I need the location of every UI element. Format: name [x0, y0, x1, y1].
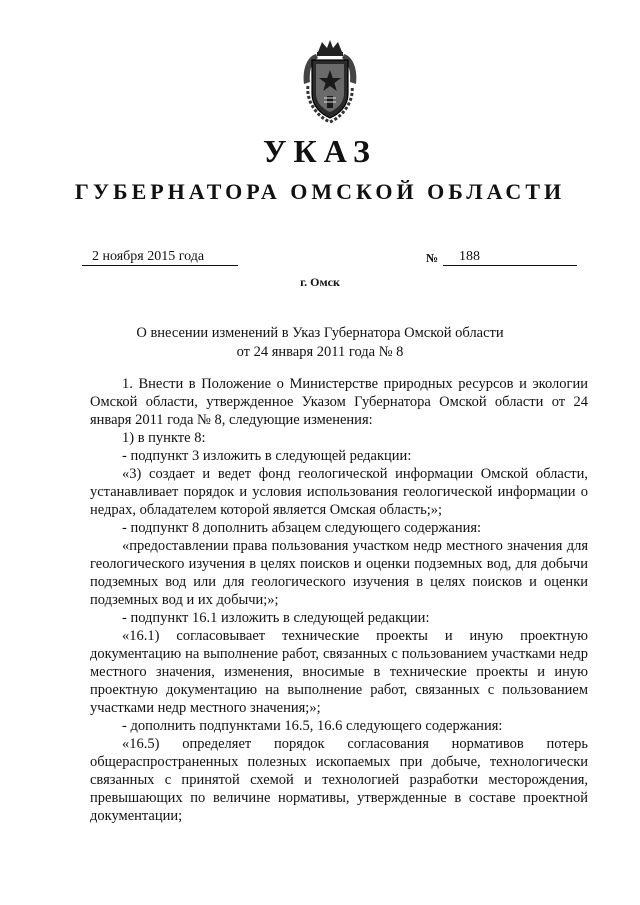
body-paragraph: 1. Внести в Положение о Министерстве природных ресурсов и экологии Омской области, утвержденное Указом Губернатора Омской области от 24 января 2011 года № 8, следующие изменения:: [90, 376, 588, 428]
body-paragraph: «предоставлении права пользования участком недр местного значения для геологического изучения в целях поисков и оценки подземных вод, для добычи подземных вод или для геологического изучения в целях поисков и оценки подземных вод и их добычи;»;: [90, 538, 588, 608]
document-date: 2 ноября 2015 года: [92, 249, 205, 264]
body-paragraph: «16.1) согласовывает технические проекты и иную проектную документацию на выполнение работ, связанных с пользованием участками недр местного значения, изменения, вносимые в технические проекты и иную проектную документацию на выполнение работ, связанных с пользованием участками недр местного значения;»;: [90, 628, 588, 716]
body-paragraph: - подпункт 16.1 изложить в следующей редакции:: [122, 610, 430, 626]
body-paragraph: - дополнить подпунктами 16.5, 16.6 следующего содержания:: [122, 718, 503, 734]
document-number-field: [443, 249, 577, 266]
number-label: №: [426, 251, 439, 265]
document-number: 188: [459, 249, 480, 264]
document-subject: [0, 324, 640, 362]
document-date-field: [82, 249, 238, 266]
body-paragraph: - подпункт 3 изложить в следующей редакции:: [122, 448, 412, 464]
body-paragraph: «3) создает и ведет фонд геологической информации Омской области, устанавливает порядок и условия использования геологической информации о недрах, обладателем которой является Омская область;»;: [90, 466, 588, 518]
coat-of-arms-icon: [294, 38, 366, 124]
body-paragraph: «16.5) определяет порядок согласования нормативов потерь общераспространенных полезных ископаемых при добыче, технологически связанных с принятой схемой и технологией разработки месторождения, превышающих по величине нормативы, утвержденные в составе проектной документации;: [90, 736, 588, 824]
document-title: УКАЗ: [263, 133, 377, 169]
document-body: [90, 375, 588, 825]
subject-line: от 24 января 2011 года № 8: [236, 344, 404, 360]
document-city: г. Омск: [300, 275, 340, 289]
subject-line: О внесении изменений в Указ Губернатора Омской области: [136, 325, 504, 341]
body-paragraph: - подпункт 8 дополнить абзацем следующего содержания:: [122, 520, 482, 536]
body-paragraph: 1) в пункте 8:: [122, 430, 206, 446]
document-subtitle: ГУБЕРНАТОРА ОМСКОЙ ОБЛАСТИ: [74, 179, 566, 204]
